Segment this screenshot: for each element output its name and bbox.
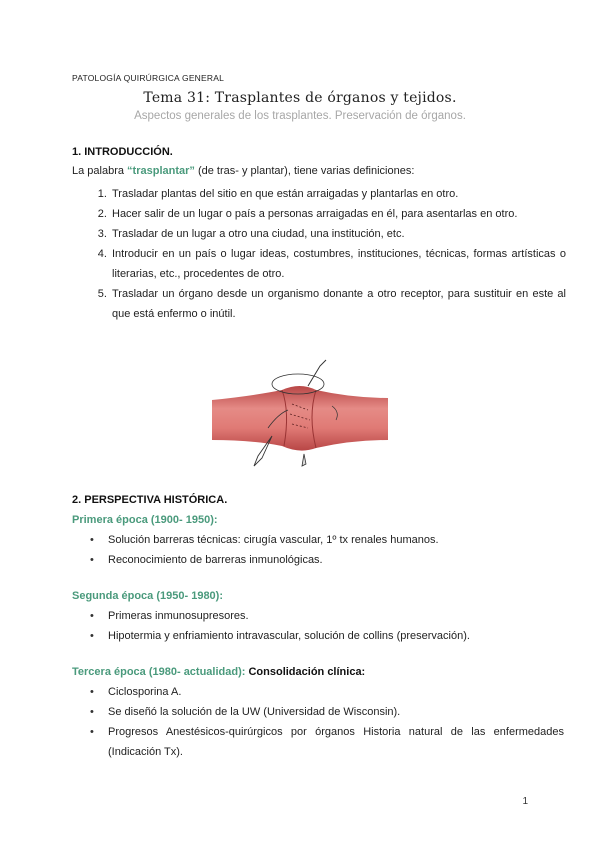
document-subtitle: Aspectos generales de los trasplantes. Preservación de órganos. <box>134 110 466 122</box>
epoch-3-title-suffix: Consolidación clínica: <box>245 666 366 678</box>
list-item: • Reconocimiento de barreras inmunológicas. <box>108 550 564 570</box>
intro-keyword: “trasplantar” <box>127 165 195 177</box>
definition-item: 4. Introducir en un país o lugar ideas, costumbres, instituciones, técnicas, formas artísticas o literarias, etc., procedentes de otro. <box>110 244 566 284</box>
definition-item: 2. Hacer salir de un lugar o país a personas arraigadas en él, para asentarlas en otro. <box>110 204 566 224</box>
epoch-2-title: Segunda época (1950- 1980): <box>72 590 224 602</box>
list-item: • Solución barreras técnicas: cirugía vascular, 1º tx renales humanos. <box>108 530 564 550</box>
vessel-shape <box>212 386 388 451</box>
epoch-2-list <box>72 606 564 646</box>
section-heading-introduction: 1. INTRODUCCIÓN. <box>72 146 173 158</box>
list-item: • Progresos Anestésicos-quirúrgicos por órganos Historia natural de las enfermedades (Indicación Tx). <box>108 722 564 762</box>
epoch-1-title: Primera época (1900- 1950): <box>72 514 218 526</box>
epoch-3-title <box>72 666 365 678</box>
list-item: • Ciclosporina A. <box>108 682 564 702</box>
page-number: 1 <box>522 796 528 807</box>
definition-item: 5. Trasladar un órgano desde un organismo donante a otro receptor, para sustituir en este al que está enfermo o inútil. <box>110 284 566 324</box>
vascular-anastomosis-illustration <box>212 354 388 472</box>
intro-text-before: La palabra <box>72 165 128 177</box>
epoch-3-title-label: Tercera época (1980- actualidad): <box>72 666 246 678</box>
intro-paragraph <box>72 161 528 181</box>
intro-text-after: (de tras- y plantar), tiene varias definiciones: <box>194 165 415 177</box>
epoch-3-list <box>72 682 564 762</box>
list-item: • Primeras inmunosupresores. <box>108 606 564 626</box>
definitions-list <box>72 184 566 324</box>
course-header: PATOLOGÍA QUIRÚRGICA GENERAL <box>72 73 225 83</box>
section-heading-history: 2. PERSPECTIVA HISTÓRICA. <box>72 494 228 506</box>
epoch-1-list <box>72 530 564 570</box>
needle-icon <box>302 454 306 466</box>
list-item: • Hipotermia y enfriamiento intravascular, solución de collins (preservación). <box>108 626 564 646</box>
definition-item: 1. Trasladar plantas del sitio en que están arraigadas y plantarlas en otro. <box>110 184 566 204</box>
document-title: Tema 31: Trasplantes de órganos y tejidos. <box>143 90 457 106</box>
definition-item: 3. Trasladar de un lugar a otro una ciudad, una institución, etc. <box>110 224 566 244</box>
list-item: • Se diseñó la solución de la UW (Universidad de Wisconsin). <box>108 702 564 722</box>
